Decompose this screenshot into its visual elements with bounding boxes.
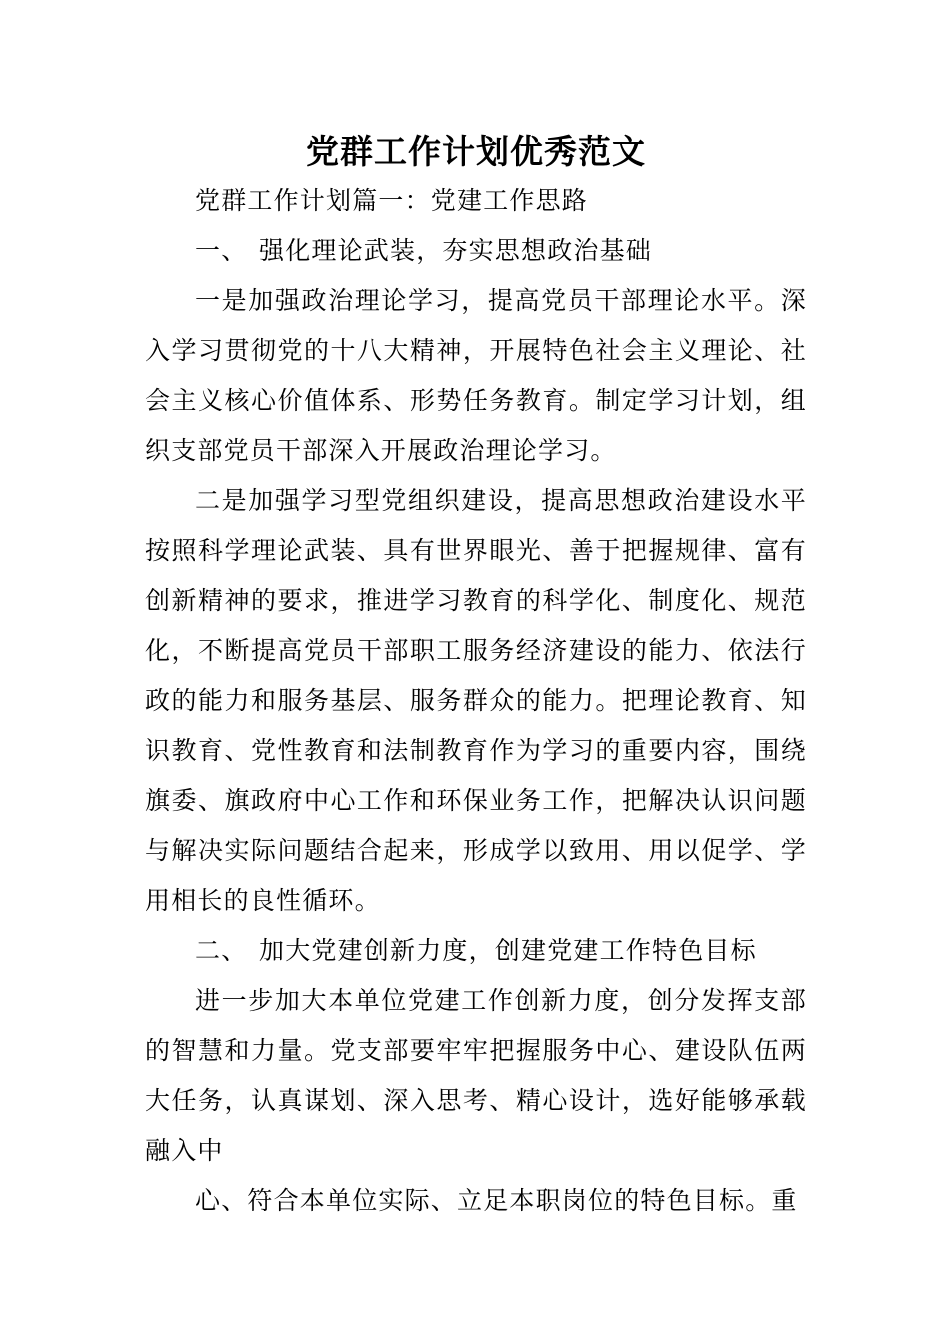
document-subtitle: 党群工作计划篇一：党建工作思路: [195, 186, 589, 215]
paragraph-4: 心、符合本单位实际、立足本职岗位的特色目标。重: [195, 1186, 798, 1215]
section-title-2: 加大党建创新力度，创建党建工作特色目标: [259, 936, 757, 965]
paragraph-3: 进一步加大本单位党建工作创新力度，创分发挥支部的智慧和力量。党支部要牢牢把握服务中心、建设队伍两大任务，认真谋划、深入思考、精心设计，选好能够承载融入中: [145, 986, 807, 1165]
section-number-2: 二、: [195, 936, 248, 965]
document-title: 党群工作计划优秀范文: [306, 132, 646, 171]
paragraph-2: 二是加强学习型党组织建设，提高思想政治建设水平按照科学理论武装、具有世界眼光、善于把握规律、富有创新精神的要求，推进学习教育的科学化、制度化、规范化，不断提高党员干部职工服务经济建设的能力、依法行政的能力和服务基层、服务群众的能力。把理论教育、知识教育、党性教育和法制教育作为学习的重要内容，围绕旗委、旗政府中心工作和环保业务工作，把解决认识问题与解决实际问题结合起来，形成学以致用、用以促学、学用相长的良性循环。: [145, 486, 807, 915]
section-title-1: 强化理论武装，夯实思想政治基础: [259, 236, 653, 265]
document-page: [145, 128, 807, 1226]
section-number-1: 一、: [195, 236, 248, 265]
paragraph-1: 一是加强政治理论学习，提高党员干部理论水平。深入学习贯彻党的十八大精神，开展特色社会主义理论、社会主义核心价值体系、形势任务教育。制定学习计划，组织支部党员干部深入开展政治理论学习。: [145, 286, 807, 465]
section-heading-1: [145, 226, 807, 276]
section-heading-2: [145, 926, 807, 976]
